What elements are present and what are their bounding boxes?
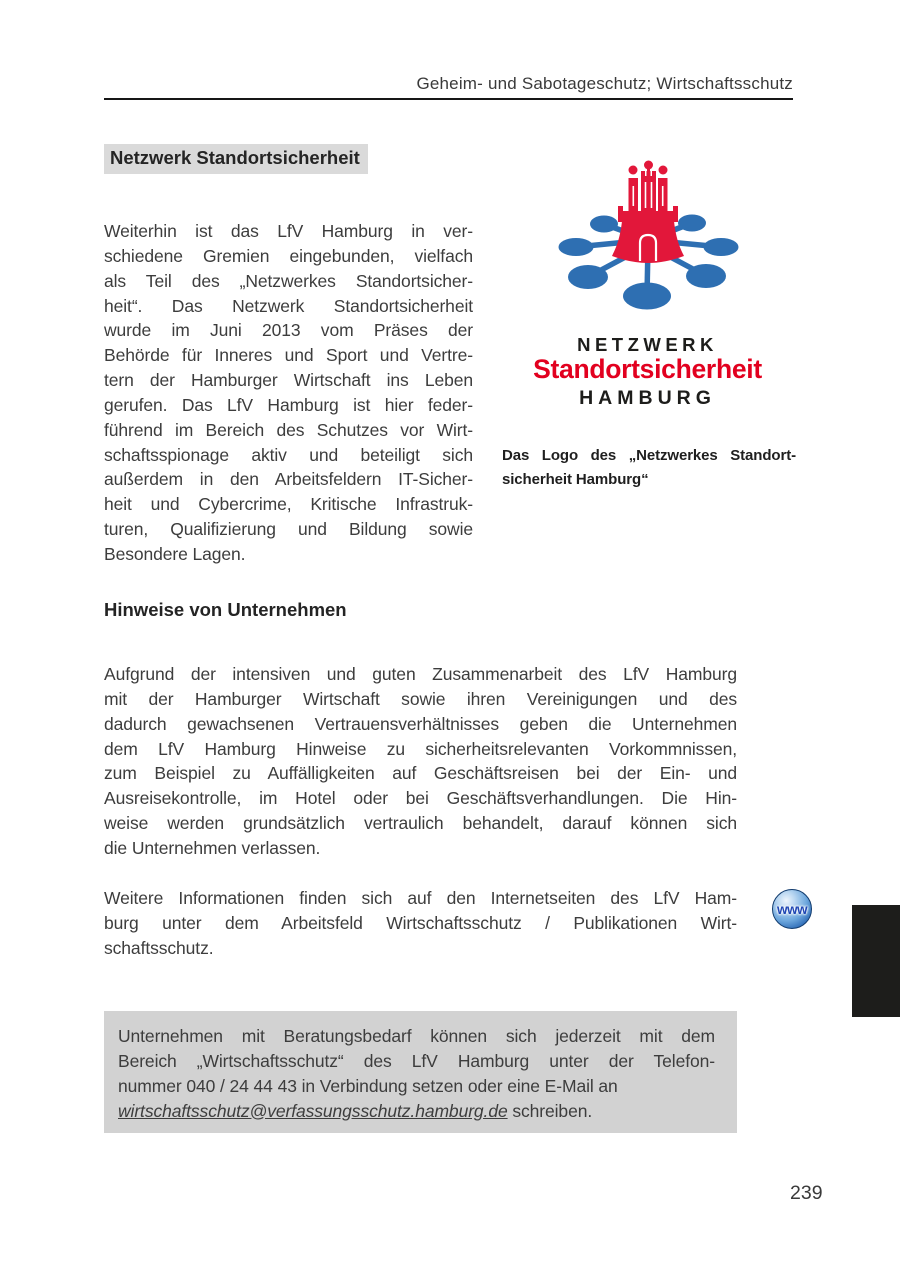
text-line: Unternehmen mit Beratungsbedarf können sich jederzeit mit dem [118, 1026, 715, 1046]
page-number: 239 [790, 1182, 823, 1204]
text-line: weise werden grundsätzlich vertraulich behandelt, darauf können sich [104, 813, 737, 834]
email-link[interactable]: wirtschaftsschutz@verfassungsschutz.hamburg.de [118, 1100, 508, 1121]
text-line: die Unternehmen verlassen. [104, 837, 321, 858]
www-globe-label: www [776, 901, 807, 917]
text-line: gerufen. Das LfV Hamburg ist hier feder- [104, 394, 473, 415]
section-heading-hinweise: Hinweise von Unternehmen [104, 599, 347, 620]
paragraph-hinweise [104, 662, 737, 861]
logo-word-standortsicherheit: Standortsicherheit [533, 354, 762, 384]
running-header: Geheim- und Sabotageschutz; Wirtschaftsschutz [416, 74, 793, 93]
text-line: Bereich „Wirtschaftsschutz“ des LfV Hamburg unter der Telefon- [118, 1050, 715, 1071]
text-line: dadurch gewachsenen Vertrauensverhältnisses geben die Unternehmen [104, 713, 737, 734]
www-globe-icon [772, 889, 812, 929]
text-line: schaftsspionage aktiv und beteiligt sich [104, 444, 473, 465]
section-heading-netzwerk: Netzwerk Standortsicherheit [104, 144, 368, 174]
hamburg-castle-icon [612, 161, 684, 264]
text-line: burg unter dem Arbeitsfeld Wirtschaftsschutz / Publikationen Wirt- [104, 912, 737, 933]
text-line: als Teil des „Netzwerkes Standortsicher- [104, 270, 473, 291]
text-line: Aufgrund der intensiven und guten Zusammenarbeit des LfV Hamburg [104, 664, 737, 684]
email-line-suffix: schreiben. [507, 1100, 593, 1121]
text-line: heit und Cybercrime, Kritische Infrastruk- [104, 494, 473, 515]
text-line: außerdem in den Arbeitsfeldern IT-Sicher- [104, 469, 473, 490]
paragraph-netzwerk [104, 219, 473, 567]
text-line: heit“. Das Netzwerk Standortsicherheit [104, 295, 473, 316]
text-line: führend im Bereich des Schutzes vor Wirt- [104, 419, 473, 440]
text-line: Ausreisekontrolle, im Hotel oder bei Geschäftsverhandlungen. Die Hin- [104, 788, 737, 809]
infobox-lines [118, 1024, 715, 1099]
text-line: schiedene Gremien eingebunden, vielfach [104, 245, 473, 266]
logo-word-hamburg: HAMBURG [579, 387, 716, 409]
text-line: Weitere Informationen finden sich auf den Internetseiten des LfV Ham- [104, 888, 737, 908]
chapter-edge-marker [852, 905, 900, 1017]
header-rule [104, 98, 793, 100]
text-line: Behörde für Inneres und Sport und Vertre- [104, 345, 473, 366]
text-line: dem LfV Hamburg Hinweise zu sicherheitsrelevanten Vorkommnissen, [104, 738, 737, 759]
text-line: schaftsschutz. [104, 937, 214, 958]
netzwerk-logo-figure [505, 140, 790, 409]
infobox-email-line [118, 1099, 715, 1124]
contact-infobox [104, 1011, 737, 1133]
paragraph-weitere-informationen [104, 886, 737, 961]
text-line: nummer 040 / 24 44 43 in Verbindung setzen oder eine E-Mail an [118, 1075, 618, 1096]
text-line: turen, Qualifizierung und Bildung sowie [104, 519, 473, 540]
text-line: Besondere Lagen. [104, 543, 246, 564]
text-line: sicherheit Hamburg“ [502, 470, 649, 488]
text-line: tern der Hamburger Wirtschaft ins Leben [104, 370, 473, 391]
text-line: zum Beispiel zu Auffälligkeiten auf Geschäftsreisen bei der Ein- und [104, 763, 737, 784]
logo-word-netzwerk: NETZWERK [577, 334, 718, 355]
text-line: wurde im Juni 2013 vom Präses der [104, 320, 473, 341]
text-line: mit der Hamburger Wirtschaft sowie ihren Vereinigungen und des [104, 688, 737, 709]
logo-caption [502, 444, 796, 491]
text-line: Das Logo des „Netzwerkes Standort- [502, 447, 796, 464]
text-line: Weiterhin ist das LfV Hamburg in ver- [104, 221, 473, 241]
network-castle-icon [505, 140, 790, 312]
